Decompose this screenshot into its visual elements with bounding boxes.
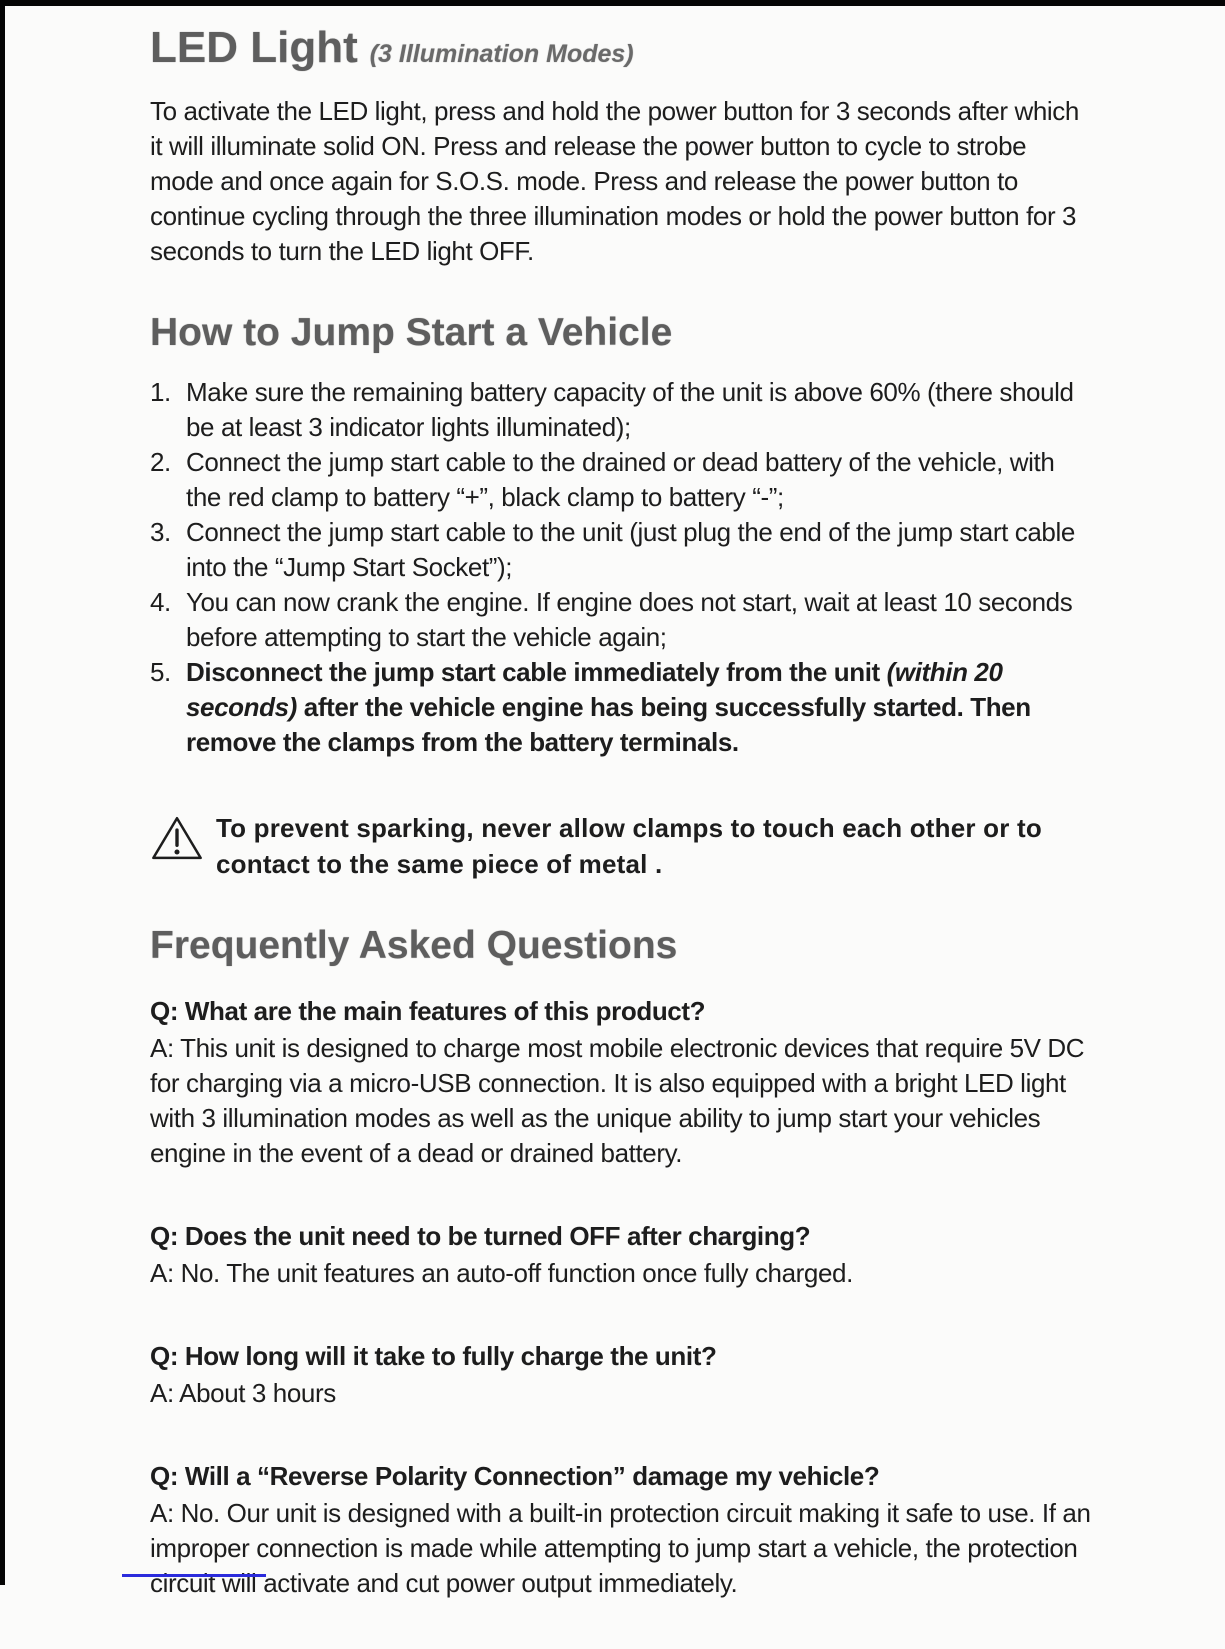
step-number: 4. [150,587,171,617]
faq-answer: A: About 3 hours [150,1378,336,1408]
step-text [186,655,1095,760]
step-text: Connect the jump start cable to the drained or dead battery of the vehicle, with the red clamp to battery “+”, black clamp to battery “-”; [186,447,1055,512]
step-text: You can now crank the engine. If engine does not start, wait at least 10 seconds before attempting to start the vehicle again; [186,587,1073,652]
faq-question: Q: What are the main features of this product? [150,996,706,1026]
faq-question: Q: How long will it take to fully charge the unit? [150,1341,717,1371]
jump-start-steps [150,375,1095,760]
faq-item-4 [150,1459,1095,1601]
faq-item-1 [150,994,1095,1171]
jump-start-step-1 [150,375,1095,445]
faq-answer: A: This unit is designed to charge most mobile electronic devices that require 5V DC for charging via a micro-USB connection. It is also equipped with a bright LED light with 3 illumination modes as well as the unique ability to jump start your vehicles engine in the event of a dead or drained battery. [150,1033,1085,1168]
scan-edge-top [0,0,1225,6]
faq-list [150,994,1095,1601]
faq-question: Q: Does the unit need to be turned OFF after charging? [150,1221,811,1251]
step5-italic: (within 20 seconds) [186,657,1003,722]
led-light-paragraph: To activate the LED light, press and hold the power button for 3 seconds after which it will illuminate solid ON. Press and release the power button to cycle to strobe mode and once again for S.O.S. mode. Press and release the power button to continue cycling through the three illumination modes or hold the power button for 3 seconds to turn the LED light OFF. [150,96,1079,266]
jump-start-heading: How to Jump Start a Vehicle [150,311,673,354]
step-text: Connect the jump start cable to the unit (just plug the end of the jump start cable into the “Jump Start Socket”); [186,517,1075,582]
step5-bold-tail: after the vehicle engine has being successfully started. Then remove the clamps from the battery terminals. [186,692,1031,757]
faq-heading: Frequently Asked Questions [150,924,678,967]
step5-bold-lead: Disconnect the jump start cable immediately from the unit [186,657,887,687]
faq-question: Q: Will a “Reverse Polarity Connection” damage my vehicle? [150,1461,880,1491]
faq-item-3 [150,1339,1095,1411]
jump-start-step-2 [150,445,1095,515]
led-light-title: LED Light [150,23,358,72]
faq-answer: A: No. The unit features an auto-off function once fully charged. [150,1258,853,1288]
led-light-heading [150,24,1095,78]
step-text: Make sure the remaining battery capacity of the unit is above 60% (there should be at least 3 indicator lights illuminated); [186,377,1074,442]
step-number: 2. [150,447,171,477]
jump-start-step-4 [150,585,1095,655]
led-light-subtitle: (3 Illumination Modes) [369,40,634,68]
faq-item-2 [150,1219,1095,1291]
step-number: 3. [150,517,171,547]
footer-link-underline[interactable] [122,1574,266,1577]
manual-page-content [150,24,1095,1649]
step-number: 5. [150,657,171,687]
scan-edge-left [0,0,5,1585]
warning-text: To prevent sparking, never allow clamps to touch each other or to contact to the same piece of metal . [216,813,1042,879]
jump-start-step-5 [150,655,1095,760]
jump-start-step-3 [150,515,1095,585]
faq-answer: A: No. Our unit is designed with a built-in protection circuit making it safe to use. If an improper connection is made while attempting to jump start a vehicle, the protection circuit will activate and cut power output immediately. [150,1498,1091,1598]
step-number: 1. [150,377,171,407]
warning-note [150,810,1095,882]
warning-triangle-icon [150,810,216,868]
